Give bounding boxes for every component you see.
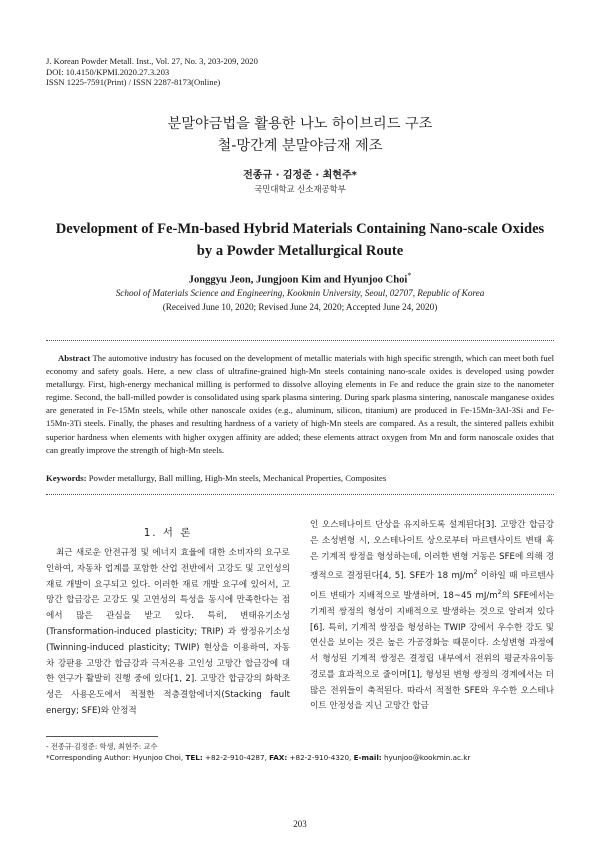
body-column-right: [310, 518, 554, 715]
korean-title-line2: 철-망간계 분말야금재 제조: [217, 138, 383, 154]
section-heading: 1. 서 론: [143, 527, 193, 539]
footnote-rule: [46, 736, 158, 737]
tel-label: TEL:: [185, 753, 203, 762]
footnote-corresponding: [46, 753, 554, 763]
text-run: 이하일 때 마르텐사이트 변태가 지배적으로 발생하며, 18~45 mJ/m: [310, 571, 555, 601]
paragraph: [310, 518, 554, 715]
english-affiliation: School of Materials Science and Engineering, Kookmin University, Seoul, 02707, Republic of Korea: [115, 288, 485, 298]
english-title-line1: Development of Fe-Mn-based Hybrid Materials Containing Nano-scale Oxides: [55, 221, 545, 237]
fax-value: +82-2-910-4320,: [289, 753, 352, 762]
korean-authors: 전종규 · 김정준 · 최현주*: [243, 170, 357, 181]
text-run: 의 SFE에서는 기계적 쌍정의 형성이 지배적으로 발생하는 것으로 알려져 있다[6]. 특히, 기계적 쌍정을 형성하는 TWIP 강에서 우수한 강도 및 연신을 보이는 것은 높은 가공경화능 때문이다. 소성변형 과정에서 형성된 기계적 쌍정은 결정립 내부에서 전위의 평균자유이동 경로를 효과적으로 줄이며[1], 형성된 변형 쌍정의 경계에서는 더 많은 전위들이 축적된다. 따라서 적절한 SFE와 우수한 오스테나이트 안정성을 지닌 고망간 합금: [310, 590, 554, 712]
korean-title: [0, 113, 600, 157]
journal-header: [46, 56, 258, 88]
english-author-names: Jonggyu Jeon, Jungjoon Kim and Hyunjoo Choi: [188, 274, 408, 286]
text-run: 인 오스테나이트 단상을 유지하도록 설계된다[3]. 고망간 합금강은 소성변형 시, 오스테나이트 상으로부터 마르텐사이트 변태 혹은 기계적 쌍정을 형성하는데, 이러한 변형 거동은 SFE에 의해 경쟁적으로 결정된다[4, 5]. SFE가 18 mJ/m: [310, 520, 554, 582]
korean-title-line1: 분말야금법을 활용한 나노 하이브리드 구조: [167, 116, 433, 132]
doi: DOI: 10.4150/KPMI.2020.27.3.203: [46, 66, 170, 77]
footnote-roles: - 전종규·김정준: 학생, 최현주: 교수: [46, 742, 158, 751]
divider-bottom: [46, 494, 554, 495]
paragraph: 최근 새로운 안전규정 및 에너지 효율에 대한 소비자의 요구로 인하여, 자동차 업계를 포함한 산업 전반에서 고강도 및 고인성의 재료 개발이 요구되고 있다. 이러한 재료 개발 요구에 있어서, 고망간 합금강은 고강도 및 고연성의 특성을 동시에 만족한다는 점에서 많은 관심을 받고 있다. 특히, 변태유기소성(Transformation-induced plasticity; TRIP) 과 쌍정유기소성(Twinning-induced plasticity; TWIP) 현상을 이용하여, 자동차 강판용 고망간 합금강과 극저온용 고인성 고망간 합금강에 대한 연구가 활발히 진행 중에 있다[1, 2]. 고망간 합금강의 화학조성은 사용온도에서 적절한 적층결함에너지(Stacking fault energy; SFE)와 안정적: [46, 548, 290, 716]
corresponding-author: *Corresponding Author: Hyunjoo Choi,: [46, 753, 184, 762]
superscript: 2: [473, 569, 478, 577]
journal-citation: J. Korean Powder Metall. Inst., Vol. 27, No. 3, 203-209, 2020: [46, 56, 258, 66]
abstract-label: Abstract: [58, 353, 91, 363]
english-title-line2: by a Powder Metallurgical Route: [196, 243, 404, 259]
email-label: E-mail:: [353, 753, 382, 762]
received-dates: (Received June 10, 2020; Revised June 24, 2020; Accepted June 24, 2020): [162, 302, 438, 312]
divider-top: [46, 340, 554, 341]
superscript: 2: [497, 589, 502, 597]
fax-label: FAX:: [269, 753, 288, 762]
keywords-label: Keywords:: [46, 473, 87, 483]
email-value: hyunjoo@kookmin.ac.kr: [383, 753, 471, 762]
page-number: 203: [293, 819, 307, 829]
english-title: [40, 218, 560, 262]
abstract-text: The automotive industry has focused on the development of metallic materials with high specific strength, which can meet both fuel economy and safety goals. Here, a new class of ultrafine-grained high-Mn steels containing nano-scale oxides is developed using powder metallurgy. First, high-energy mechanical milling is performed to dissolve alloying elements in Fe and reduce the grain size to the nanometer regime. Second, the ball-milled powder is consolidated using spark plasma sintering. During spark plasma sintering, nanoscale manganese oxides are generated in Fe-15Mn steels, while other nanoscale oxides (e.g., aluminum, silicon, titanium) are produced in Fe-15Mn-3Al-3Si and Fe-15Mn-3Ti steels. Finally, the phases and resulting hardness of a variety of high-Mn steels are compared. As a result, the sintered pallets exhibit superior hardness when elements with higher oxygen affinity are added; these elements attract oxygen from Mn and form nanoscale oxides that can greatly improve the strength of high-Mn steels.: [46, 353, 555, 455]
tel-value: +82-2-910-4287,: [205, 753, 267, 762]
author-mark: *: [407, 271, 412, 280]
keywords-text: Powder metallurgy, Ball milling, High-Mn steels, Mechanical Properties, Composites: [88, 473, 387, 483]
body-column-left: [46, 546, 290, 720]
keywords: [46, 473, 554, 483]
english-authors: [0, 271, 600, 286]
korean-affiliation: 국민대학교 신소재공학부: [254, 184, 346, 194]
issn: ISSN 1225-7591(Print) / ISSN 2287-8173(Online): [46, 77, 221, 88]
abstract: [46, 352, 554, 457]
